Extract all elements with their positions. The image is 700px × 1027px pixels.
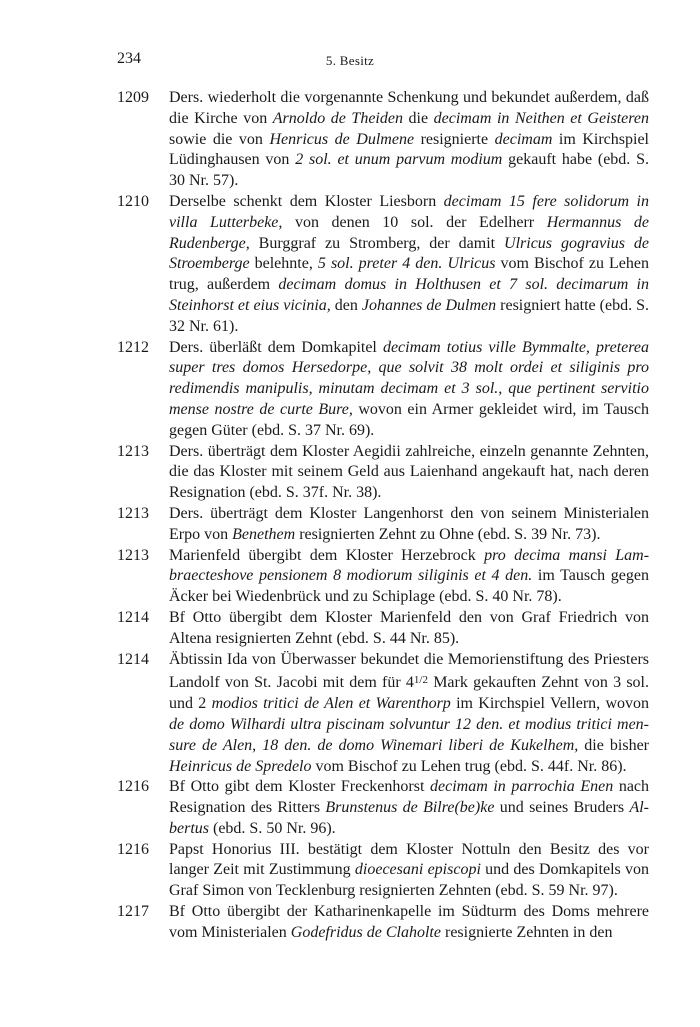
entry-list [117,88,649,944]
entry-text [169,608,649,650]
latin-quotation: Heinricus de Spredelo [169,757,312,775]
latin-quotation: decimam 15 fere solidorum in villa Lutterbeke, [169,192,649,231]
entry [117,902,649,944]
latin-quotation: Godefridus de Claholte [290,923,441,941]
text-run: wovon ein Armer gekleidet wird, im Tausch gegen Güter (ebd. S. 37 Nr. 69). [169,400,649,439]
entry [117,442,649,504]
text-run: die bisher [578,736,650,754]
latin-quotation: 2 sol. et unum parvum modium [295,151,503,169]
entry [117,88,649,192]
text-run: die [402,109,434,127]
text-run: Bf Otto gibt dem Kloster Freckenhorst [169,778,430,796]
entry-text [169,546,649,608]
text-run: resignierten Zehnt zu Ohne (ebd. S. 39 Nr. 73). [295,525,601,543]
page-number: 234 [117,50,141,67]
text-run: vom Bischof zu Lehen trug, außerdem [169,255,649,294]
text-run: Marienfeld übergibt dem Kloster Herzebrock [169,546,485,564]
text-run: und des Domkapitels von Graf Simon von Tecklenburg resignierten Zehnten (ebd. S. 59 Nr. 97). [169,861,650,900]
latin-quotation: decimam domus in Holthusen et 7 sol. decimarum in Steinhorst et eius vicinia, [169,276,649,314]
entry-year: 1213 [117,546,149,564]
latin-quotation: 5 sol. preter 4 den. Ulricus [317,255,496,273]
latin-quotation: Albertus [169,799,649,837]
text-run: Bf Otto übergibt der Katharinenkapelle im Südturm des Doms mehrere vom Ministerialen [169,903,649,941]
text-run: von denen 10 sol. der Edelherr [282,213,547,231]
text-run: nach Resignation des Ritters [169,778,650,817]
latin-quotation: Hermannus de Rudenberge, [169,213,650,252]
text-run: Ders. überträgt dem Kloster Langenhorst den von seinem Ministerialen Erpo von [169,504,649,543]
latin-quotation: decimam totius ville Bymmalte, preterea super tres domos Hersedorpe, que solvit 38 molt ordei et siliginis pro redimendis manipulis, minutam decimam et 3 sol., que pertinent servitio mense nostre de curte Bure, [169,338,649,418]
latin-quotation: modios tritici de Alen et Warenthorp [211,695,451,713]
text-run: (ebd. S. 50 Nr. 96). [209,819,336,837]
entry-year: 1210 [117,192,149,210]
entry-year: 1214 [117,608,149,626]
text-run: sowie die von [169,130,270,148]
entry-text [169,442,649,504]
text-run: belehnte, [249,255,318,273]
latin-quotation: decimam in Neithen et Geisteren [433,109,650,127]
running-head: 5. Besitz [325,53,375,68]
text-run: vom Bischof zu Lehen trug (ebd. S. 44f. Nr. 86). [311,757,627,775]
text-run: resignierte [414,130,495,148]
latin-quotation: Brunstenus de Bilre(be)ke [325,799,495,817]
text-run: Bf Otto übergibt dem Kloster Marienfeld den von Graf Friedrich von Altena resignierten Zehnt (ebd. S. 44 Nr. 85). [169,608,649,647]
entry [117,192,649,338]
entry [117,546,649,608]
fraction: 1/2 [413,674,428,687]
text-run: Ders. wiederholt die vorgenannte Schenkung und bekundet außerdem, daß die Kirche von [169,89,649,127]
entry-year: 1209 [117,89,149,106]
text-run: Ders. überläßt dem Domkapitel [169,338,383,356]
latin-quotation: decimam [494,130,553,148]
latin-quotation: dioecesani episcopi [354,861,481,879]
entry [117,840,649,902]
entry-text [169,902,649,944]
entry-text [169,504,649,546]
text-run: resigniert hatte (ebd. S. 32 Nr. 61). [169,296,650,335]
entry-year: 1216 [117,840,149,858]
text-run: Mark gekauften Zehnt von 3 sol. und 2 [169,674,650,713]
entry-year: 1216 [117,778,149,796]
text-run: im Kirchspiel Lüdinghausen von [169,130,650,169]
entry [117,777,649,839]
entry-year: 1213 [117,504,149,522]
latin-quotation: de domo Wilhardi ultra piscinam solvuntur 12 den. et modius tritici mensure de Alen, 18 den. de domo Winemari liberi de Kukelhem, [169,715,649,754]
text-run: Ders. überträgt dem Kloster Aegidii zahlreiche, einzeln genannte Zehnten, die das Kloster mit seinem Geld aus Laienhand angekauft hat, nach deren Resignation (ebd. S. 37f. Nr. 38). [169,442,649,502]
entry-year: 1214 [117,650,149,668]
text-run: und seines Bruders [494,799,630,817]
latin-quotation: Arnoldo de Theiden [272,109,403,127]
entry-text [169,777,649,839]
entry [117,504,649,546]
entry [117,650,649,778]
entry-text [169,650,649,778]
text-run: im Tausch gegen Äcker bei Wiedenbrück und zu Schiplage (ebd. S. 40 Nr. 78). [169,567,650,606]
latin-quotation: decimam in parrochia Enen [430,778,614,796]
entry [117,338,649,442]
text-run: gekauft habe (ebd. S. 30 Nr. 57). [169,151,649,190]
latin-quotation: pro decima mansi Lambraecteshove pensionem 8 modiorum siliginis et 4 den. [169,546,650,585]
latin-quotation: Henricus de Dulmene [269,130,415,148]
entry-year: 1212 [117,338,149,356]
text-run: Papst Honorius III. bestätigt dem Kloster Nottuln den Besitz des vor langer Zeit mit Zustimmung [169,840,649,879]
latin-quotation: Ulricus gogravius de Stroemberge [169,234,649,273]
text-run: Derselbe schenkt dem Kloster Liesborn [169,192,444,210]
entry-text [169,88,649,192]
text-run: Burggraf zu Stromberg, der damit [249,234,505,252]
latin-quotation: Benethem [232,525,296,543]
entry-text [169,840,649,902]
text-run: Äbtissin Ida von Überwasser bekundet die Memorienstiftung des Priesters Landolf von St. Jacobi mit dem für 4 [169,650,649,692]
text-run: im Kirchspiel Vellern, wovon [450,695,650,713]
text-run: resignierte Zehnten in den [440,923,613,941]
entry-text [169,192,649,338]
entry [117,608,649,650]
entry-year: 1213 [117,442,149,460]
text-run: den [330,296,362,314]
entry-text [169,338,649,442]
latin-quotation: Johannes de Dulmen [361,296,497,314]
entry-year: 1217 [117,903,149,921]
